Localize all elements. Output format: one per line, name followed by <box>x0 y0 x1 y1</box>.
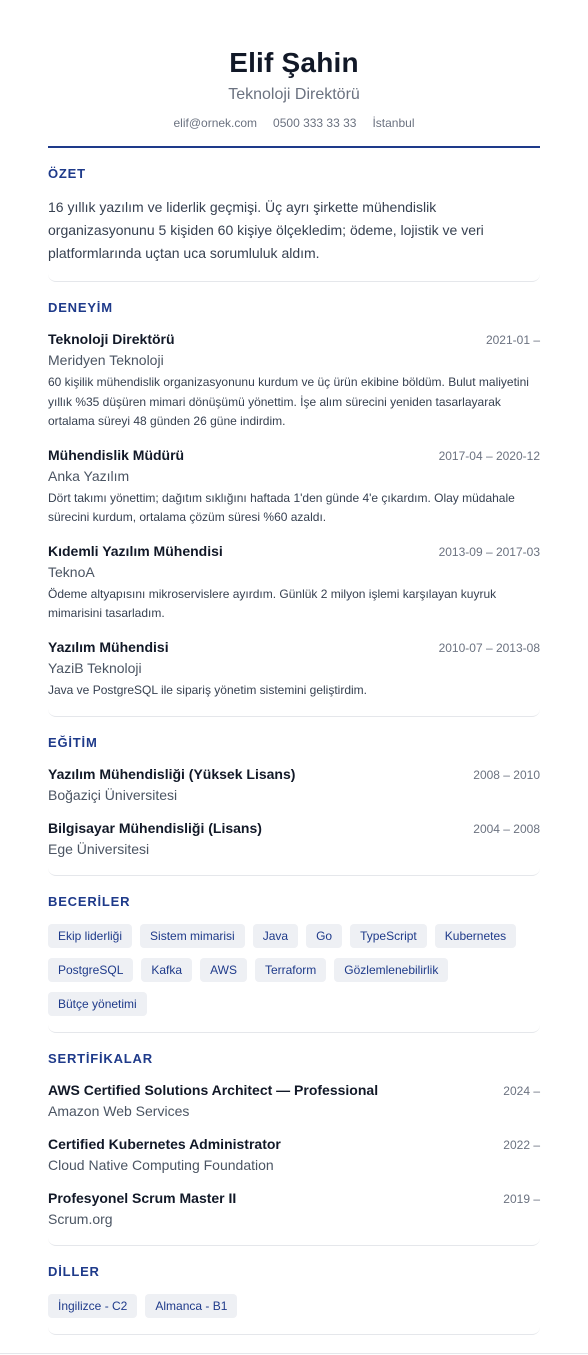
contact-location: İstanbul <box>372 116 415 130</box>
job-description: Ödeme altyapısını mikroservislere ayırdım. Günlük 2 milyon işlemi karşılayan kuyruk mimarisini tasarladım. <box>48 586 497 620</box>
degree-title: Yazılım Mühendisliği (Yüksek Lisans) <box>48 766 296 782</box>
certification-issuer: Amazon Web Services <box>48 1103 190 1119</box>
job-description: Dört takımı yönettim; dağıtım sıklığını haftada 1'den günde 4'e çıkardım. Olay müdahale sürecini kurdum, ortalama çözüm süresi %60 azaldı. <box>48 490 515 524</box>
company-name: Anka Yazılım <box>48 467 130 484</box>
company-name: Meridyen Teknoloji <box>48 352 164 368</box>
certification-entry <box>48 1189 540 1229</box>
section-title-skills: BECERİLER <box>48 894 131 909</box>
contact-email: elif@ornek.com <box>173 116 258 130</box>
job-date: 2017-04 – 2020-12 <box>438 448 540 463</box>
resume-header <box>48 0 540 148</box>
education-entry <box>48 819 540 859</box>
certification-issuer: Cloud Native Computing Foundation <box>48 1157 274 1173</box>
skill-tag: Kafka <box>141 958 192 982</box>
certification-entry <box>48 1081 540 1121</box>
degree-date: 2008 – 2010 <box>473 768 540 782</box>
certification-date: 2022 – <box>503 1138 540 1152</box>
skill-tag: Gözlemlenebilirlik <box>334 958 448 982</box>
experience-entry <box>48 542 540 624</box>
skills-section <box>48 894 540 1033</box>
certification-title: AWS Certified Solutions Architect — Professional <box>48 1082 379 1098</box>
company-name: TeknoA <box>48 563 95 580</box>
skill-tag: Kubernetes <box>435 924 516 948</box>
resume-page <box>48 0 540 1335</box>
language-tag: İngilizce - C2 <box>48 1294 137 1318</box>
languages-section <box>48 1264 540 1335</box>
skill-tag: Sistem mimarisi <box>140 924 245 948</box>
language-tags <box>48 1294 540 1318</box>
section-title-certifications: SERTİFİKALAR <box>48 1051 153 1066</box>
certification-date: 2019 – <box>503 1192 540 1206</box>
job-title: Mühendislik Müdürü <box>48 446 185 463</box>
experience-entry <box>48 330 540 432</box>
summary-section <box>48 166 540 282</box>
job-description: 60 kişilik mühendislik organizasyonunu kurdum ve üç ürün ekibine böldüm. Bulut maliyetini yıllık %35 düşüren mimari dönüşümü yönettim. İşe alım sürecini yeniden tasarlayarak ortalama süreyi 48 günden 26 güne indirdim. <box>48 375 529 428</box>
section-title-summary: ÖZET <box>48 166 86 181</box>
contact-phone: 0500 333 33 33 <box>273 116 357 130</box>
degree-date: 2004 – 2008 <box>473 822 540 836</box>
job-title: Kıdemli Yazılım Mühendisi <box>48 542 223 559</box>
language-tag: Almanca - B1 <box>145 1294 237 1318</box>
education-section <box>48 735 540 876</box>
job-date: 2010-07 – 2013-08 <box>438 640 540 655</box>
certification-entry <box>48 1135 540 1175</box>
experience-entry <box>48 638 540 701</box>
skill-tag: TypeScript <box>350 924 427 948</box>
certification-date: 2024 – <box>503 1084 540 1098</box>
section-title-education: EĞİTİM <box>48 735 98 750</box>
contact-info <box>48 115 540 131</box>
skill-tag: AWS <box>200 958 247 982</box>
job-date: 2013-09 – 2017-03 <box>438 544 540 559</box>
certification-issuer: Scrum.org <box>48 1211 113 1227</box>
school-name: Boğaziçi Üniversitesi <box>48 787 178 803</box>
education-entry <box>48 765 540 805</box>
section-title-experience: DENEYİM <box>48 300 113 315</box>
page-bottom-divider <box>0 1353 588 1354</box>
job-date: 2021-01 – <box>485 333 540 347</box>
section-title-languages: DİLLER <box>48 1264 100 1279</box>
person-name: Elif Şahin <box>229 47 359 78</box>
person-title: Teknoloji Direktörü <box>228 86 360 103</box>
certification-title: Certified Kubernetes Administrator <box>48 1136 281 1152</box>
school-name: Ege Üniversitesi <box>48 841 150 857</box>
skill-tag: Ekip liderliği <box>48 924 132 948</box>
job-description: Java ve PostgreSQL ile sipariş yönetim sistemini geliştirdim. <box>48 682 368 697</box>
experience-section <box>48 300 540 717</box>
experience-entry <box>48 446 540 528</box>
certifications-section <box>48 1051 540 1246</box>
skill-tag: Java <box>253 924 298 948</box>
header-divider <box>48 146 540 148</box>
skill-tag: Go <box>306 924 342 948</box>
job-title: Teknoloji Direktörü <box>48 331 175 347</box>
degree-title: Bilgisayar Mühendisliği (Lisans) <box>48 820 262 836</box>
summary-text: 16 yıllık yazılım ve liderlik geçmişi. Üç ayrı şirkette mühendislik organizasyonunu 5 kişiden 60 kişiye ölçekledim; ödeme, lojistik ve veri platformlarında uçtan uca sorumluluk aldım. <box>48 199 484 261</box>
certification-title: Profesyonel Scrum Master II <box>48 1190 237 1206</box>
job-title: Yazılım Mühendisi <box>48 638 169 655</box>
company-name: YaziB Teknoloji <box>48 659 142 676</box>
skill-tag: Bütçe yönetimi <box>48 992 147 1016</box>
skill-tags <box>48 924 540 1016</box>
skill-tag: Terraform <box>255 958 326 982</box>
skill-tag: PostgreSQL <box>48 958 133 982</box>
